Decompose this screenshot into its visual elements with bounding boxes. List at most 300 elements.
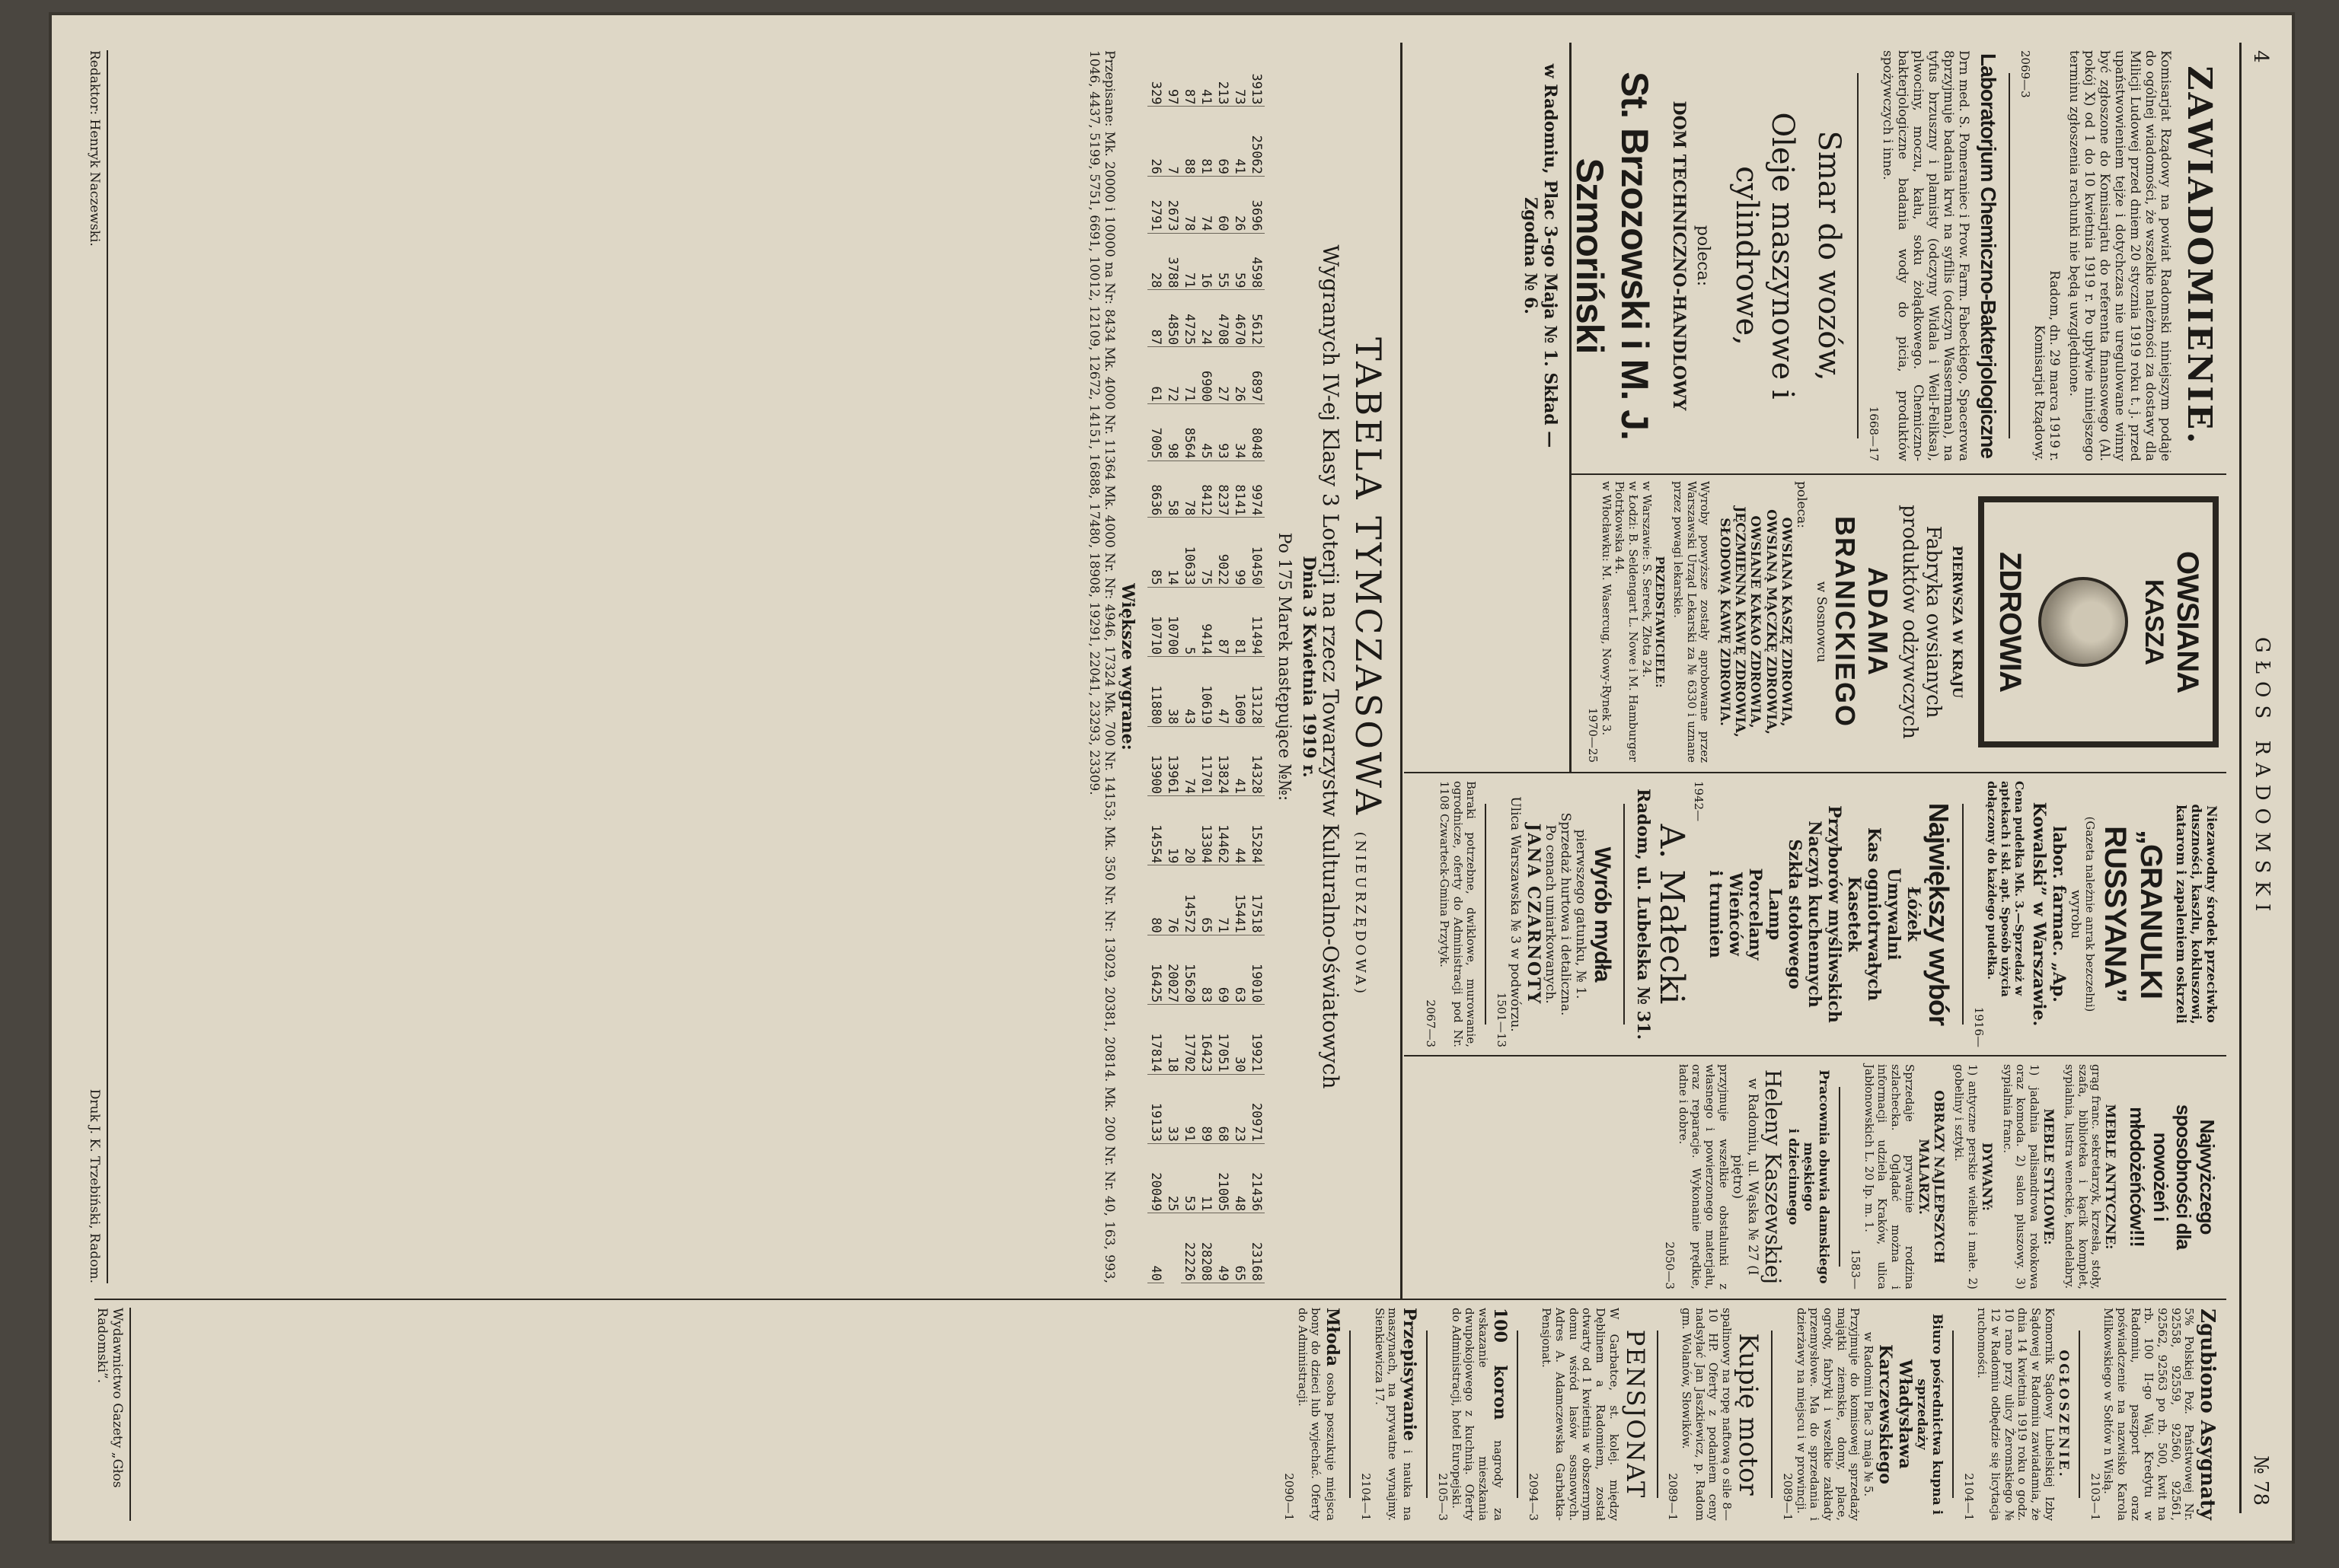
meble-antique-text: grąg franc. sekretarzyk, krzesła, stoły, szafa, biblioteka i kącik komplet, sypialnia, lustra weneckie, kandelabry. [2062, 1064, 2104, 1289]
lottery-cell: 20049 [1147, 1144, 1164, 1213]
malecki-since: 1942— [1692, 781, 1706, 822]
notice-signature: Komisarjat Rządowy. [2031, 325, 2047, 461]
lottery-cell: 11701 [1198, 726, 1214, 795]
meble-style: MEBLE STYLOWE: [2041, 1108, 2057, 1245]
kaszewska-heading2: i dziecinnego [1785, 1128, 1801, 1225]
lottery-cell: 213 [1214, 50, 1231, 107]
lottery-cell: 68 [1214, 1074, 1231, 1143]
lottery-cell: 30 [1231, 1005, 1248, 1074]
notice-heading: ZAWIADOMIENIE. [2180, 65, 2219, 446]
small-ad-body: osoba poszukuje miejsca bony do dzieci lub wyjechać. Oferty do Administracji. [1295, 1308, 1339, 1521]
lottery-line1: Wygranych IV-ej Klasy 3 Loterji na rzecz Towarzystw Kulturalno-Oświatowych [1317, 244, 1343, 1089]
soap-line1: pierwszego gatunku, № 1. [1573, 829, 1589, 999]
lottery-cell: 34 [1231, 403, 1248, 461]
lottery-cell: 8564 [1181, 403, 1198, 461]
lottery-cell: 5612 [1248, 290, 1265, 347]
lottery-cell: 74 [1181, 726, 1198, 795]
lottery-cell: 15441 [1231, 865, 1248, 935]
bigger-heading: Większe wygrane: [1117, 583, 1138, 751]
lottery-cell: 27 [1214, 347, 1231, 404]
lottery-table [1147, 50, 1265, 1283]
small-ad-text [1449, 1308, 1509, 1521]
meble-style-text: 1) jadalnia palisandrowa rokokowa oraz komoda. 2) salon pluszowy. 3) sypialnia franc. [2000, 1064, 2042, 1289]
lottery-cell: 17814 [1147, 1005, 1164, 1074]
lottery-cell: 28 [1147, 233, 1164, 290]
lottery-row [1147, 50, 1164, 1283]
lottery-cell: 19921 [1248, 1005, 1265, 1074]
malecki-item: Naczyń kuchennych [1804, 821, 1824, 1008]
hurt-name: Władysława Karczewskiego [1875, 1344, 1915, 1484]
lottery-cell: 48 [1231, 1144, 1248, 1213]
lottery-cell: 2673 [1164, 176, 1181, 233]
lottery-row [1198, 50, 1214, 1283]
small-ad [1281, 1308, 1342, 1521]
column-notices [1520, 50, 2219, 461]
lottery-cell: 15620 [1181, 935, 1198, 1004]
lottery-cell: 41 [1231, 107, 1248, 176]
product-item: SŁODOWĄ KAWĘ ZDROWIA. [1717, 518, 1733, 726]
divider [1623, 804, 1625, 1025]
soap-firm: JANA CZARNOTY [1524, 823, 1544, 1005]
owsiana-poleca: poleca: [1793, 481, 1809, 528]
lottery-section [79, 50, 1389, 1283]
lottery-cell: 11494 [1248, 587, 1265, 656]
lottery-cell: 59 [1231, 233, 1248, 290]
lottery-cell: 20 [1181, 795, 1198, 865]
divider [1349, 1331, 1351, 1498]
granulki-by: wyrobu [2067, 889, 2083, 939]
lottery-cell: 14462 [1214, 795, 1231, 865]
hurt-heading: Biuro pośrednictwa kupna i sprzedaży [1913, 1313, 1945, 1515]
soap-code: 1501—13 [1495, 992, 1509, 1047]
product-item: OWSIANĄ MĄCZKĘ ZDROWIA, [1763, 509, 1779, 735]
owsiana-ad [1579, 481, 2219, 763]
lottery-cell: 21005 [1214, 1144, 1231, 1213]
lottery-cell: 73 [1231, 50, 1248, 107]
lottery-cell: 72 [1164, 347, 1181, 404]
small-ad-body: i nauka na maszynach, na prywatne wynajmy. Sienkiewicza 17. [1372, 1308, 1415, 1521]
lottery-line3: Po 175 Marek następujące №№: [1274, 532, 1294, 802]
lottery-cell: 20027 [1164, 935, 1181, 1004]
lottery-cell: 10450 [1248, 518, 1265, 587]
lottery-cell: 14554 [1147, 795, 1164, 865]
lottery-cell: 19133 [1147, 1074, 1164, 1143]
lottery-cell: 81 [1198, 107, 1214, 176]
lottery-cell: 3788 [1164, 233, 1181, 290]
brzozowski-name: St. Brzozowski i M. J. Szmoriński [1568, 72, 1656, 440]
divider [1952, 1331, 1954, 1498]
column-rule [1404, 1055, 2226, 1056]
lottery-cell: 88 [1181, 107, 1198, 176]
lottery-cell: 19010 [1248, 935, 1265, 1004]
soap-line2: Sprzedaż hurtowa i detaliczna. [1558, 812, 1574, 1016]
lottery-cell: 10619 [1198, 657, 1214, 726]
lottery-cell: 6897 [1248, 347, 1265, 404]
imprint-print: Druk J. K. Trzebiński, Radom. [87, 1088, 102, 1283]
pensjonat-code: 2094—3 [1526, 1473, 1540, 1521]
lottery-cell: 24 [1198, 290, 1214, 347]
lottery-cell: 7005 [1147, 403, 1164, 461]
lottery-cell: 71 [1181, 347, 1198, 404]
lottery-cell: 10633 [1181, 518, 1198, 587]
lab-code: 1668—17 [1866, 406, 1881, 461]
lottery-cell: 10700 [1164, 587, 1181, 656]
malecki-item: Przyborów myśliwskich [1824, 805, 1844, 1023]
kaszewska-name: Heleny Kaszewskiej [1760, 1069, 1785, 1285]
divider [1962, 804, 1964, 1025]
lottery-cell: 58 [1164, 461, 1181, 518]
lottery-cell: 44 [1231, 795, 1248, 865]
pensjonat-text: W Garbatce, st. kolej. między Dęblinem a Radomiem, został otwarty od 1 kwietnia w obszernym domu wśród lasów sosnowych. Adres A. Adamczewska Garbatka-Pensjonat. [1540, 1308, 1621, 1521]
issue-number: № 78 [2249, 1455, 2272, 1506]
pensjonat-heading: PENSJONAT [1620, 1329, 1650, 1499]
lottery-cell: 76 [1164, 865, 1181, 935]
soap-line3: Po cenach umiarkowanych. [1543, 824, 1559, 1004]
smar-line: Smar do wozów, [1811, 130, 1846, 381]
column-rule [94, 1299, 2226, 1300]
lottery-cell: 21436 [1248, 1144, 1265, 1213]
logo-mid: KASZA [2139, 578, 2168, 665]
lottery-cell: 14572 [1181, 865, 1198, 935]
small-ad-code: 2090—1 [1282, 1473, 1296, 1521]
lottery-cell: 1609 [1231, 657, 1248, 726]
lottery-cell: 45 [1198, 403, 1214, 461]
assignats-heading: Zgubiono Asygnaty [2196, 1308, 2219, 1520]
lottery-cell: 329 [1147, 50, 1164, 107]
granulki-lab: labor. farmac. „Ap. Kowalski” w Warszawie. [2028, 802, 2069, 1027]
lottery-cell: 8412 [1198, 461, 1214, 518]
lottery-cell: 23 [1231, 1074, 1248, 1143]
lottery-cell: 87 [1147, 290, 1164, 347]
lottery-title: TABELA TYMCZASOWA [1348, 337, 1389, 818]
masthead [2239, 43, 2280, 1513]
oleje-line: Oleje maszynowe i cylindrowe, [1728, 112, 1800, 400]
lottery-cell: 71 [1214, 865, 1231, 935]
lottery-cell: 7 [1164, 107, 1181, 176]
lottery-cell: 38 [1164, 657, 1181, 726]
lottery-cell: 85 [1147, 518, 1164, 587]
owsiana-first: PIERWSZA W KRAJU [1949, 545, 1964, 699]
lottery-cell: 15284 [1248, 795, 1265, 865]
lottery-cell: 19 [1164, 795, 1181, 865]
hurt-code: 2089—1 [1780, 1473, 1795, 1521]
lottery-cell: 78 [1181, 461, 1198, 518]
granulki-sub: (Gazeta należnie anrak bezczelni) [2083, 816, 2098, 1012]
lottery-cell: 4670 [1231, 290, 1248, 347]
column-rule [1404, 772, 2226, 773]
lottery-cell: 4725 [1181, 290, 1198, 347]
lab-heading: Laboratorjum Chemiczno-Bakterjologiczne [1976, 53, 2000, 458]
product-item: JĘCZMIENNA KAWĘ ZDROWIA, [1732, 506, 1748, 738]
malecki-address: Radom, ul. Lubelska № 31. [1632, 789, 1653, 1040]
product-item: OWSIANA KASZĘ ZDROWIA, [1778, 517, 1794, 727]
lottery-cell: 69 [1214, 107, 1231, 176]
lottery-cell: 93 [1214, 403, 1231, 461]
lottery-cell: 17518 [1248, 865, 1265, 935]
small-ad [1435, 1308, 1509, 1521]
product-item: OWSIANE KAKAO ZDROWIA, [1747, 515, 1763, 728]
oglosz-code: 2104—1 [1961, 1473, 1976, 1521]
lottery-cell: 6900 [1198, 347, 1214, 404]
malecki-item: Wieńców [1725, 872, 1746, 956]
lottery-cell: 13824 [1214, 726, 1231, 795]
divider [1657, 1331, 1658, 1498]
malecki-heading: Największy wybór [1923, 802, 1955, 1026]
lottery-cell: 9974 [1248, 461, 1265, 518]
column-meble [1412, 1064, 2219, 1289]
owsiana-city: w Sosnowcu [1813, 581, 1829, 663]
notice-date: Radom, dn. 29 marca 1919 r. [2046, 270, 2062, 461]
baraki-code: 2067—3 [1424, 999, 1438, 1047]
divider [2009, 73, 2010, 438]
lottery-cell: 87 [1214, 587, 1231, 656]
meble-antique: MEBLE ANTYCZNE: [2102, 1104, 2118, 1250]
small-ad-text [1295, 1308, 1342, 1521]
assignats-text: 5% Polskiej Poż. Państwowej Nr. 92558, 92559, 92560, 92561, 92562, 92563 po rb. 500, kwit na rb. 100 II-go Waj. Kredytu w Radomiu, paszport oraz poświadczenie na nazwisko Karola Milkowskiego w Sołtów n Wisłą. [2101, 1308, 2197, 1521]
lottery-cell: 9414 [1198, 587, 1214, 656]
owsiana-note: Wyroby powyższe zostały aprobowane przez Warszawski Urząd Lekarski za № 6330 i uznane przez powagi lekarskie. [1670, 481, 1712, 763]
lottery-cell: 10710 [1147, 587, 1164, 656]
small-ad-text [1372, 1308, 1418, 1521]
malecki-items [1705, 781, 1922, 1047]
lottery-row [1248, 50, 1265, 1283]
lottery-cell: 14 [1164, 518, 1181, 587]
lottery-cell: 75 [1198, 518, 1214, 587]
small-ad-body: nagrody za wskazanie mieszkania dwupokojowego z kuchnią. Oferty do Administracji, hotel Europejski. [1449, 1308, 1506, 1521]
lottery-cell: 71 [1181, 233, 1198, 290]
lottery-cell: 5 [1181, 587, 1198, 656]
lottery-cell: 3913 [1248, 50, 1265, 107]
malecki-item: Lamp [1764, 888, 1785, 941]
lottery-cell: 13304 [1198, 795, 1214, 865]
lottery-cell: 8636 [1147, 461, 1164, 518]
lottery-cell: 65 [1231, 1213, 1248, 1283]
owsiana-rep: w Warszawie: S. Sereck, Złota 24. [1639, 481, 1654, 678]
lottery-cell: 13961 [1164, 726, 1181, 795]
owsiana-factory: Fabryka owsianych produktów odżywczych [1898, 505, 1945, 739]
publisher-line [94, 1308, 131, 1521]
small-ad [1358, 1308, 1418, 1521]
lottery-cell: 22226 [1181, 1213, 1198, 1283]
lottery-cell: 26 [1147, 107, 1164, 176]
oglosz-heading: OGŁOSZENIE. [2055, 1350, 2071, 1479]
lottery-cell: 47 [1214, 657, 1231, 726]
granulki-price: Cena pudełka Mk. 3.—Sprzedaż w aptekach i skł. apt. Sposób użycia dołączony do każdego pudełka. [1985, 781, 2026, 997]
lottery-cell: 17051 [1214, 1005, 1231, 1074]
lottery-cell: 69 [1214, 935, 1231, 1004]
brzozowski-dom: DOM TECHNICZNO-HANDLOWY [1669, 100, 1690, 411]
lottery-cell: 8237 [1214, 461, 1231, 518]
notice-code: 2069—3 [2018, 50, 2032, 98]
granulki-name: „GRANULKI RUSSYANA” [2098, 826, 2168, 1002]
lottery-cell: 91 [1181, 1074, 1198, 1143]
meble-couches-text: 1) antyczne perskie wielkie i małe. 2) gobeliny i sztyki. [1952, 1064, 1980, 1289]
hurt-text: Przyjmuje do komisowej sprzedaży majątki ziemskie, domy, place, ogrody, fabryki i wszelkie zakłady przemysłowe. Ma do sprzedania i dzierżawy na miejscu i w prowincji. [1794, 1308, 1862, 1521]
divider [1517, 1331, 1518, 1498]
lottery-cell: 16425 [1147, 935, 1164, 1004]
bigger-text: Przepisane: Mk. 20000 i 10000 na Nr: 8434 Mk. 4000 Nr. 11364 Mk. 4000 Nr. Nr: 4946, 17324 Mk. 700 Nr. 14153; Mk. 350 Nr. Nr: 13029, 20381, 20814. Mk. 200 Nr. Nr. 40, 163, 993, 1046, 4437, 5199, 5751, 6691, 10012, 12109, 12672, 14151, 16888, 17480, 18908, 19291, 22041, 23293, 23309. [1086, 50, 1117, 1283]
meble-heading: Najwyżczego sposobności dla nowożeń i młodożeńców!!! [2125, 1104, 2219, 1250]
owsiana-reps-heading: PRZEDSTAWICIELE: [1653, 556, 1667, 688]
small-ad-heading: Przepisywanie [1399, 1308, 1420, 1442]
malecki-item: Kasetek [1843, 876, 1864, 952]
imprint-editor: Redaktor: Henryk Naczewski. [87, 50, 102, 247]
divider [2079, 1331, 2080, 1498]
brzozowski-address: w Radomiu, Plac 3-go Maja № 1. Skład — Zgodna № 6. [1520, 63, 1560, 448]
small-ad-heading: 100 koron [1490, 1308, 1511, 1420]
logo-top: OWSIANA [2171, 550, 2204, 693]
lottery-cell: 20971 [1248, 1074, 1265, 1143]
owsiana-code: 1970—25 [1585, 707, 1600, 763]
lottery-cell: 99 [1231, 518, 1248, 587]
lottery-cell: 49 [1214, 1213, 1231, 1283]
notice-body: Komisarjat Rządowy na powiat Radomski niniejszym podaje do ogólnej wiadomości, że wszelkie należności za dostawy dla Milicji Ludowej przed dniem 20 stycznia 1919 roku t. j. przed upaństwowieniem tejże i dotychczas nie uregulowane winny być zgłoszone do Komisarjatu do referenta finansowego (Al. pokój X) od 1 do 10 kwietnia 1919 r. Po upływie niniejszego terminu zgłoszenia rachunki nie będą uwzględnione. [2066, 50, 2174, 461]
lottery-cell: 53 [1181, 1144, 1198, 1213]
oglosz-text: Komornik Sądowy Lubelskiej Izby Sądowej w Radomiu zawiadamia, że dnia 14 kwietnia 1919 roku o godz. 10 rano przy ulicy Żeromskiego № 12 w Radomiu odbędzie się licytacja ruchomości. [1975, 1308, 2057, 1521]
owsiana-products [1717, 481, 1793, 763]
divider [1839, 1087, 1840, 1267]
lottery-cell: 74 [1198, 176, 1214, 233]
lottery-cell: 81 [1231, 587, 1248, 656]
lottery-cell: 18 [1164, 1005, 1181, 1074]
motor-code: 2089—1 [1666, 1473, 1680, 1521]
lottery-cell: 26 [1231, 347, 1248, 404]
lottery-cell: 17702 [1181, 1005, 1198, 1074]
lottery-cell: 25 [1164, 1144, 1181, 1213]
lottery-cell: 11880 [1147, 657, 1164, 726]
lottery-cell: 13128 [1248, 657, 1265, 726]
lottery-cell: 2791 [1147, 176, 1164, 233]
lottery-cell: 55 [1214, 233, 1231, 290]
page-number: 4 [2249, 50, 2272, 63]
column-rule [1572, 473, 2226, 475]
kaszewska-code: 2050—3 [1663, 1241, 1677, 1289]
lottery-cell: 8048 [1248, 403, 1265, 461]
owsiana-owner: ADAMA BRANICKIEGO [1830, 515, 1894, 728]
owsiana-rep: w Łodzi: B. Seldengart L. Nowe i M. Hamburger Piotrkowska 44. [1613, 481, 1640, 762]
owsiana-rep: w Włocławku: M. Wasercug, Nowy-Rynek 3. [1599, 481, 1613, 736]
lottery-cell: 26 [1231, 176, 1248, 233]
hurt-address: w Radomiu Plac 3 maja № 5. [1861, 1331, 1875, 1497]
small-ad-code: 2105—3 [1436, 1473, 1450, 1521]
meble-code: 1583— [1848, 1248, 1862, 1289]
malecki-item: Umywalni [1883, 868, 1903, 961]
small-ad-code: 2104—1 [1359, 1473, 1374, 1521]
lab-body: Drn med. S. Pomeraniec i Prow. Farm. Fabeckiego, Spacerowa 8przyjmuje badania krwi na syfilis (odczyn Wassermana), na tyfus brzuszny i plamisty (odczyny Widala i Weil-Feliksa), plwociny, moczu, kału, soku żołądkowego. Chemiczno-bakterjologiczne badania wody do picia, produktów spożywczych i inne. [1879, 50, 1971, 461]
malecki-item: Szkła stołowego [1784, 839, 1805, 990]
lottery-cell: 89 [1198, 1074, 1214, 1143]
meble-couches: DYWANY: [1979, 1143, 1995, 1211]
section-rule [1400, 43, 1402, 1299]
lottery-heading [1348, 50, 1389, 1283]
newspaper-page [49, 12, 2295, 1544]
lottery-cell: 60 [1214, 176, 1231, 233]
lottery-cell: 13900 [1147, 726, 1164, 795]
lottery-table-body [1147, 50, 1265, 1283]
kaszewska-heading1: Pracownia obuwia damskiego męskiego [1801, 1069, 1832, 1284]
lottery-cell: 83 [1198, 935, 1214, 1004]
lottery-cell: 11 [1198, 1144, 1214, 1213]
brzozowski-poleca: poleca: [1693, 225, 1713, 287]
divider [1485, 804, 1486, 1025]
lottery-row [1164, 50, 1181, 1283]
lottery-cell: 40 [1147, 1213, 1164, 1283]
granulki-code: 1916— [1971, 1006, 1986, 1047]
lottery-cell: 25062 [1248, 107, 1265, 176]
motor-heading: Kupię motor [1733, 1333, 1764, 1496]
column-granulki [1412, 781, 2219, 1047]
lottery-cell: 23168 [1248, 1213, 1265, 1283]
kaszewska-address: w Radomiu, ul. Wąska № 27 (I piętro) [1729, 1078, 1760, 1276]
imprint-publisher: Wydawnictwo Gazety „Głos Radomski”. [94, 1308, 125, 1488]
lottery-cell: 3696 [1248, 176, 1265, 233]
logo-bottom: ZDROWIA [1993, 551, 2027, 693]
lottery-row [1231, 50, 1248, 1283]
owsiana-logo [1978, 496, 2219, 747]
meble-paintings-text: Sprzedaje prywatnie rodzina szlachecka. Oglądać można i informacji udziela Kraków, ulica Jabłonowskich L. 20 Ip. m. 1. [1862, 1064, 1916, 1289]
lottery-row [1214, 50, 1231, 1283]
lottery-row [1181, 50, 1198, 1283]
divider [1857, 73, 1859, 438]
lottery-cell: 14328 [1248, 726, 1265, 795]
rotated-sheet [49, 12, 2295, 1544]
lottery-cell: 98 [1164, 403, 1181, 461]
malecki-item: Kas ogniotrwałych [1863, 827, 1884, 1002]
lottery-cell: 41 [1231, 726, 1248, 795]
lottery-line2: Dnia 3 Kwietnia 1919 r. [1298, 556, 1319, 778]
lottery-cell: 65 [1198, 865, 1214, 935]
paper-title: GŁOS RADOMSKI [2251, 636, 2274, 919]
granulki-top: Niezawodny środek przeciwko duszności, kaszlu, kokluszowi, katarom i zapaleniem oskrzeli [2172, 804, 2219, 1025]
lottery-cell: 97 [1164, 50, 1181, 107]
imprint [87, 50, 108, 1283]
meble-paintings: OBRAZY NAJLEPSZYCH MALARZY. [1915, 1090, 1946, 1264]
lottery-cell: 28208 [1198, 1213, 1214, 1283]
motor-text: spalinowy na ropę naftową o sile 8—10 HP. Oferty z podaniem ceny nadsyłać Jan Jaszkiewicz, p. Radom gm. Wolanów, Słowików. [1679, 1308, 1734, 1521]
malecki-item: i trumien [1706, 870, 1726, 958]
malecki-item: Porcelany [1745, 868, 1765, 961]
lottery-cell: 78 [1181, 176, 1198, 233]
lottery-cell: 4850 [1164, 290, 1181, 347]
soap-heading: Wyrób mydła [1589, 846, 1615, 982]
column-small-ads [87, 1308, 2219, 1521]
divider [1771, 1331, 1773, 1498]
lottery-cell: 8141 [1231, 461, 1248, 518]
malecki-item: Łóżek [1903, 886, 1923, 942]
baraki-text: Baraki potrzebne, dwiklowe, murowanie, ogrodnicze, oferty do Administracji pod Nr. 1108 Czwarteck-Gmina Przytyk. [1438, 781, 1479, 1047]
lottery-cell: 41 [1198, 50, 1214, 107]
lottery-cell: 4708 [1214, 290, 1231, 347]
divider [1426, 1331, 1428, 1498]
lottery-sub: (NIEURZĘDOWA) [1352, 831, 1368, 996]
malecki-name: A. Małecki [1652, 824, 1692, 1005]
lottery-cell: 33 [1164, 1074, 1181, 1143]
lottery-cell: 16423 [1198, 1005, 1214, 1074]
lottery-cell: 80 [1147, 865, 1164, 935]
lottery-cell: 9022 [1214, 518, 1231, 587]
lottery-cell: 43 [1181, 657, 1198, 726]
lottery-cell: 87 [1181, 50, 1198, 107]
small-ad-heading: Młoda [1323, 1308, 1343, 1367]
child-illustration [2038, 577, 2128, 667]
kaszewska-text: przyjmuje wszelkie obstalunki z własnego i powierzonego materjału, oraz reparacje. Wykonanie prędkie, ładne i dobre. [1676, 1064, 1731, 1289]
soap-address: Ulica Warszawska № 3 w podwórzu. [1508, 796, 1524, 1032]
lottery-cell: 63 [1231, 935, 1248, 1004]
lottery-cell: 61 [1147, 347, 1164, 404]
lottery-cell: 4598 [1248, 233, 1265, 290]
lottery-cell: 16 [1198, 233, 1214, 290]
assignats-code: 2103—1 [2088, 1473, 2102, 1521]
